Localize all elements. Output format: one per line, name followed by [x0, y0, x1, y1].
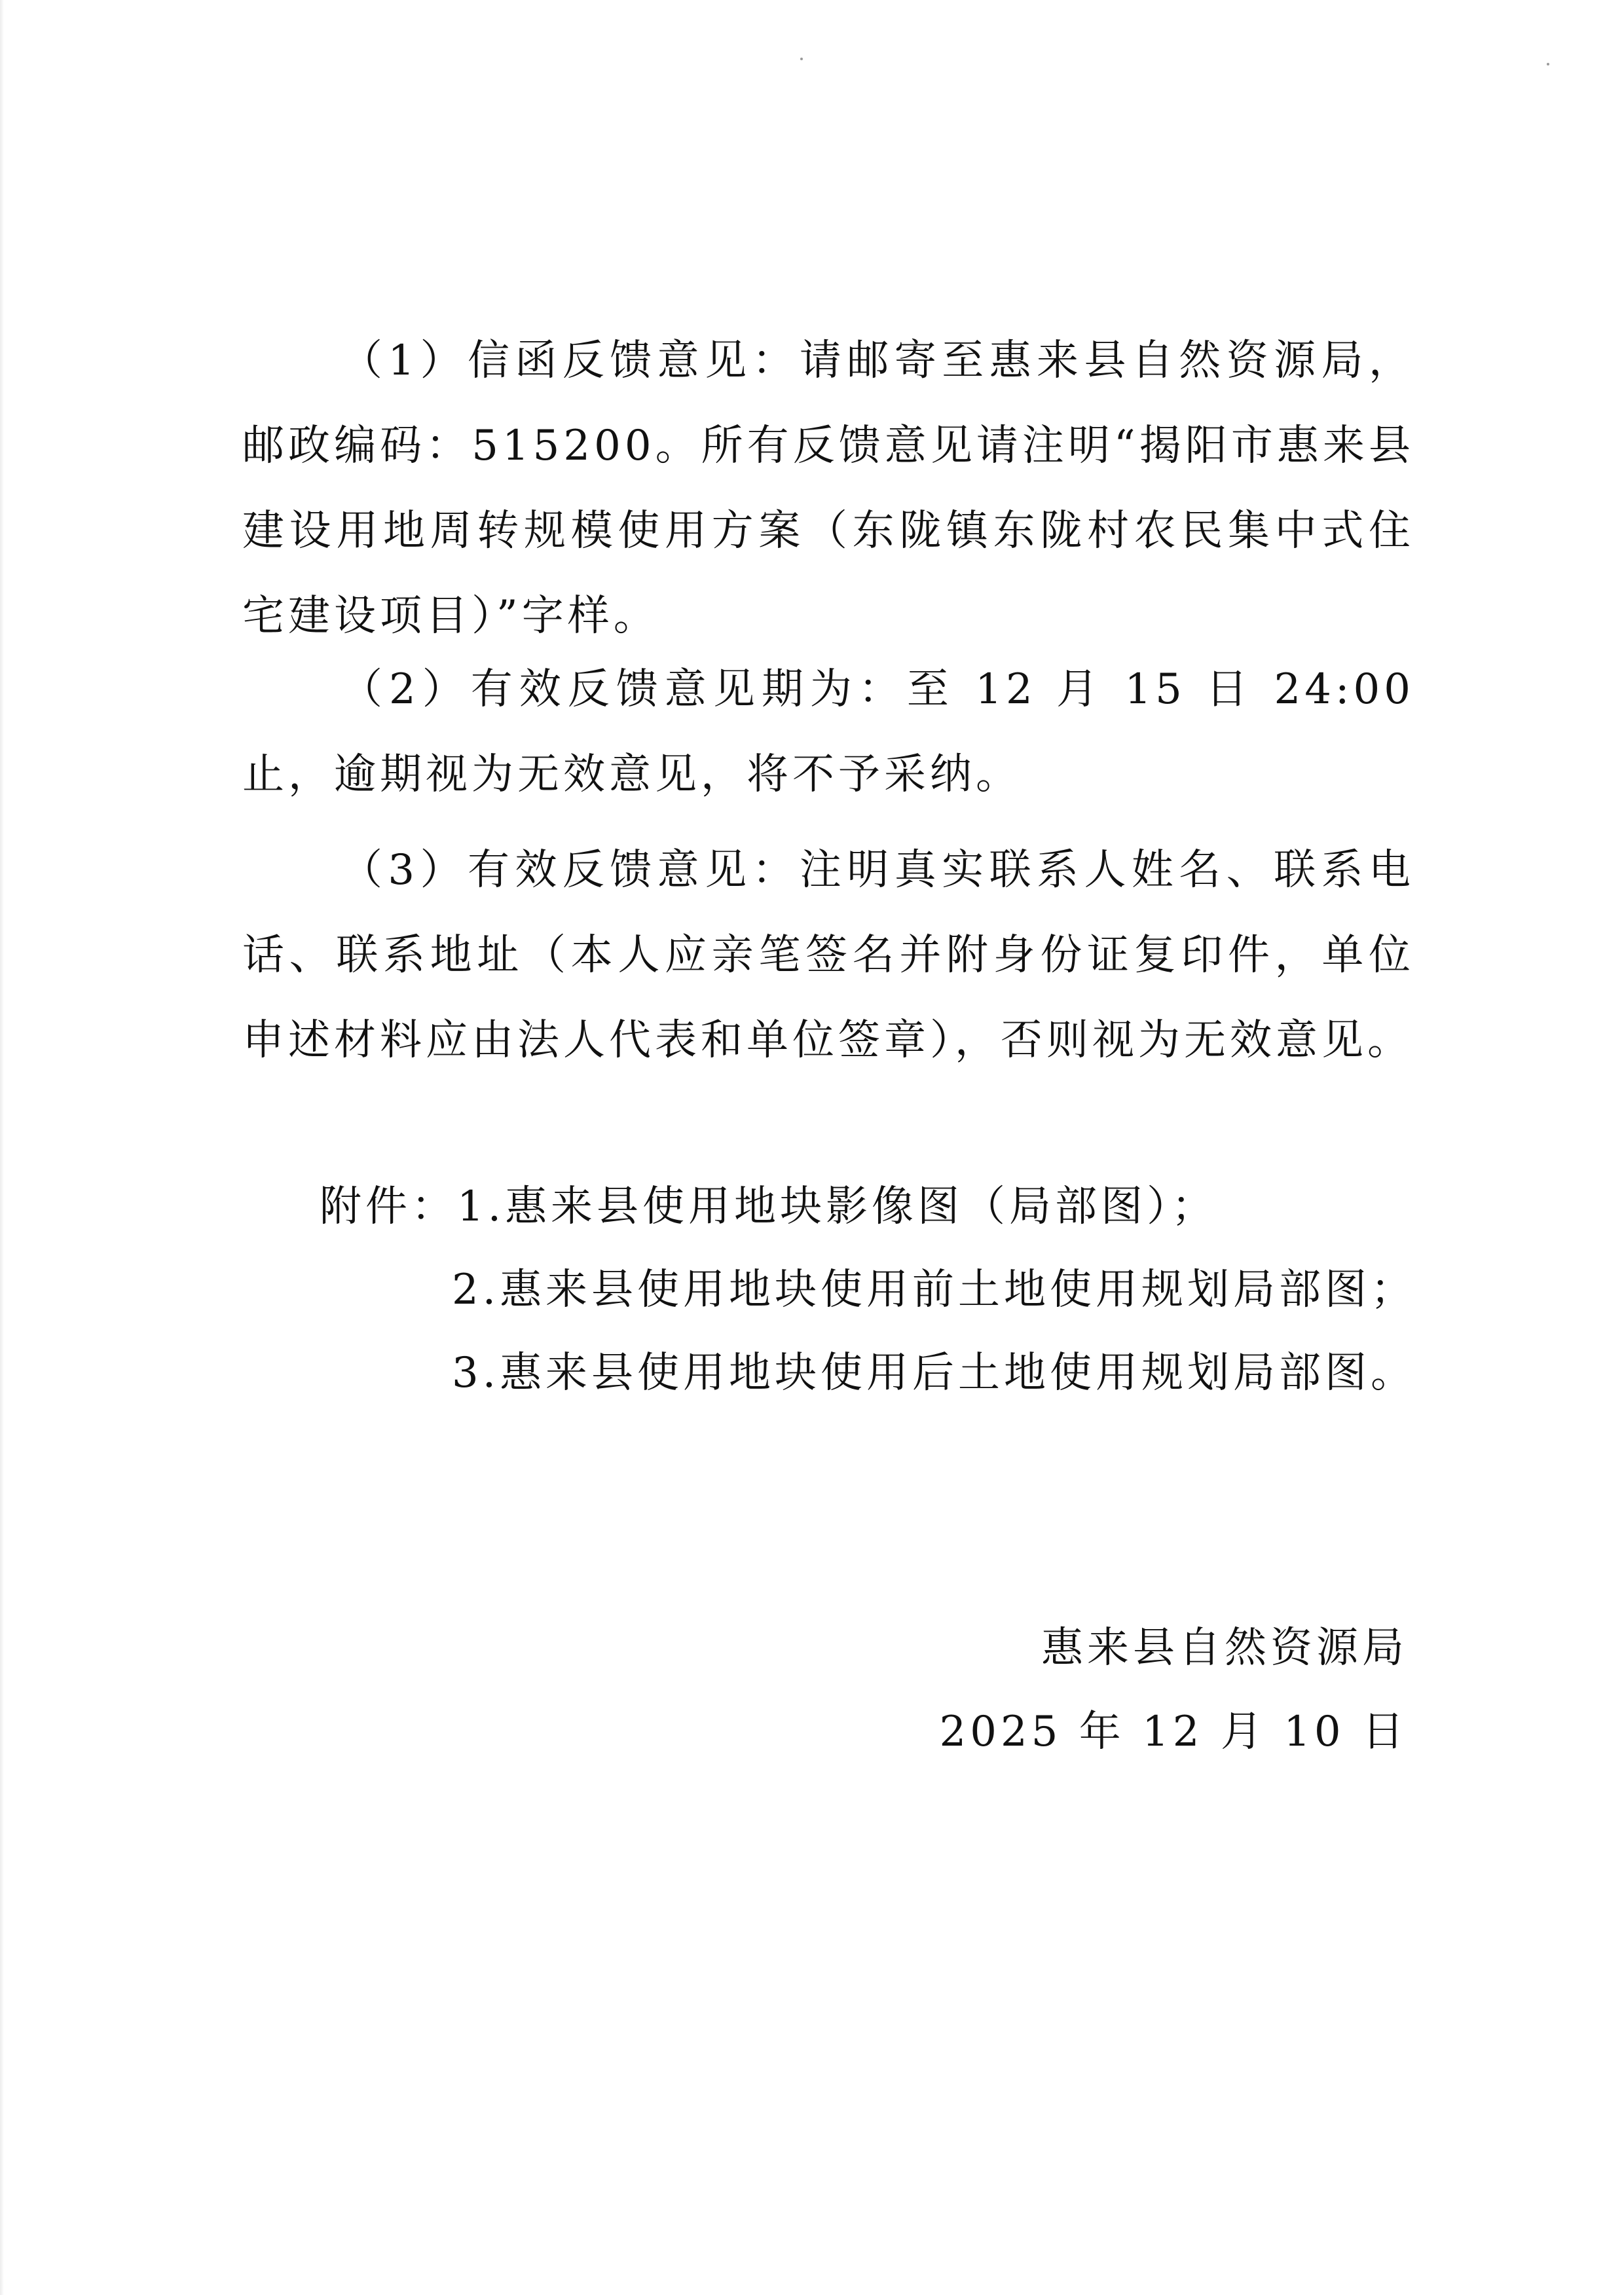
feedback-item-deadline: （2）有效反馈意见期为：至 12 月 15 日 24:00 止，逾期视为无效意见，将不予采纳。 — [242, 665, 1414, 799]
signature-date: 2025 年 12 月 10 日 — [939, 1708, 1408, 1756]
attachment-item: 3.惠来县使用地块使用后土地使用规划局部图。 — [452, 1349, 1417, 1397]
scan-speck — [1547, 63, 1549, 65]
attachment-item: 2.惠来县使用地块使用前土地使用规划局部图； — [452, 1266, 1417, 1314]
feedback-item-letter: （1）信函反馈意见：请邮寄至惠来县自然资源局，邮政编码：515200。所有反馈意见请注明“揭阳市惠来县建设用地周转规模使用方案（东陇镇东陇村农民集中式住宅建设项目）”字样。 — [242, 337, 1414, 640]
signature-organization: 惠来县自然资源局 — [1041, 1624, 1408, 1672]
attachment-item: 1.惠来县使用地块影像图（局部图）； — [457, 1183, 1218, 1231]
attachment-label: 附件： — [320, 1183, 457, 1231]
feedback-item-requirements: （3）有效反馈意见：注明真实联系人姓名、联系电话、联系地址（本人应亲笔签名并附身份证复印件，单位申述材料应由法人代表和单位签章），否则视为无效意见。 — [242, 846, 1414, 1065]
attachment-first-line — [320, 1164, 1217, 1249]
scan-speck — [800, 58, 803, 60]
scan-edge-shade — [0, 0, 4, 2295]
